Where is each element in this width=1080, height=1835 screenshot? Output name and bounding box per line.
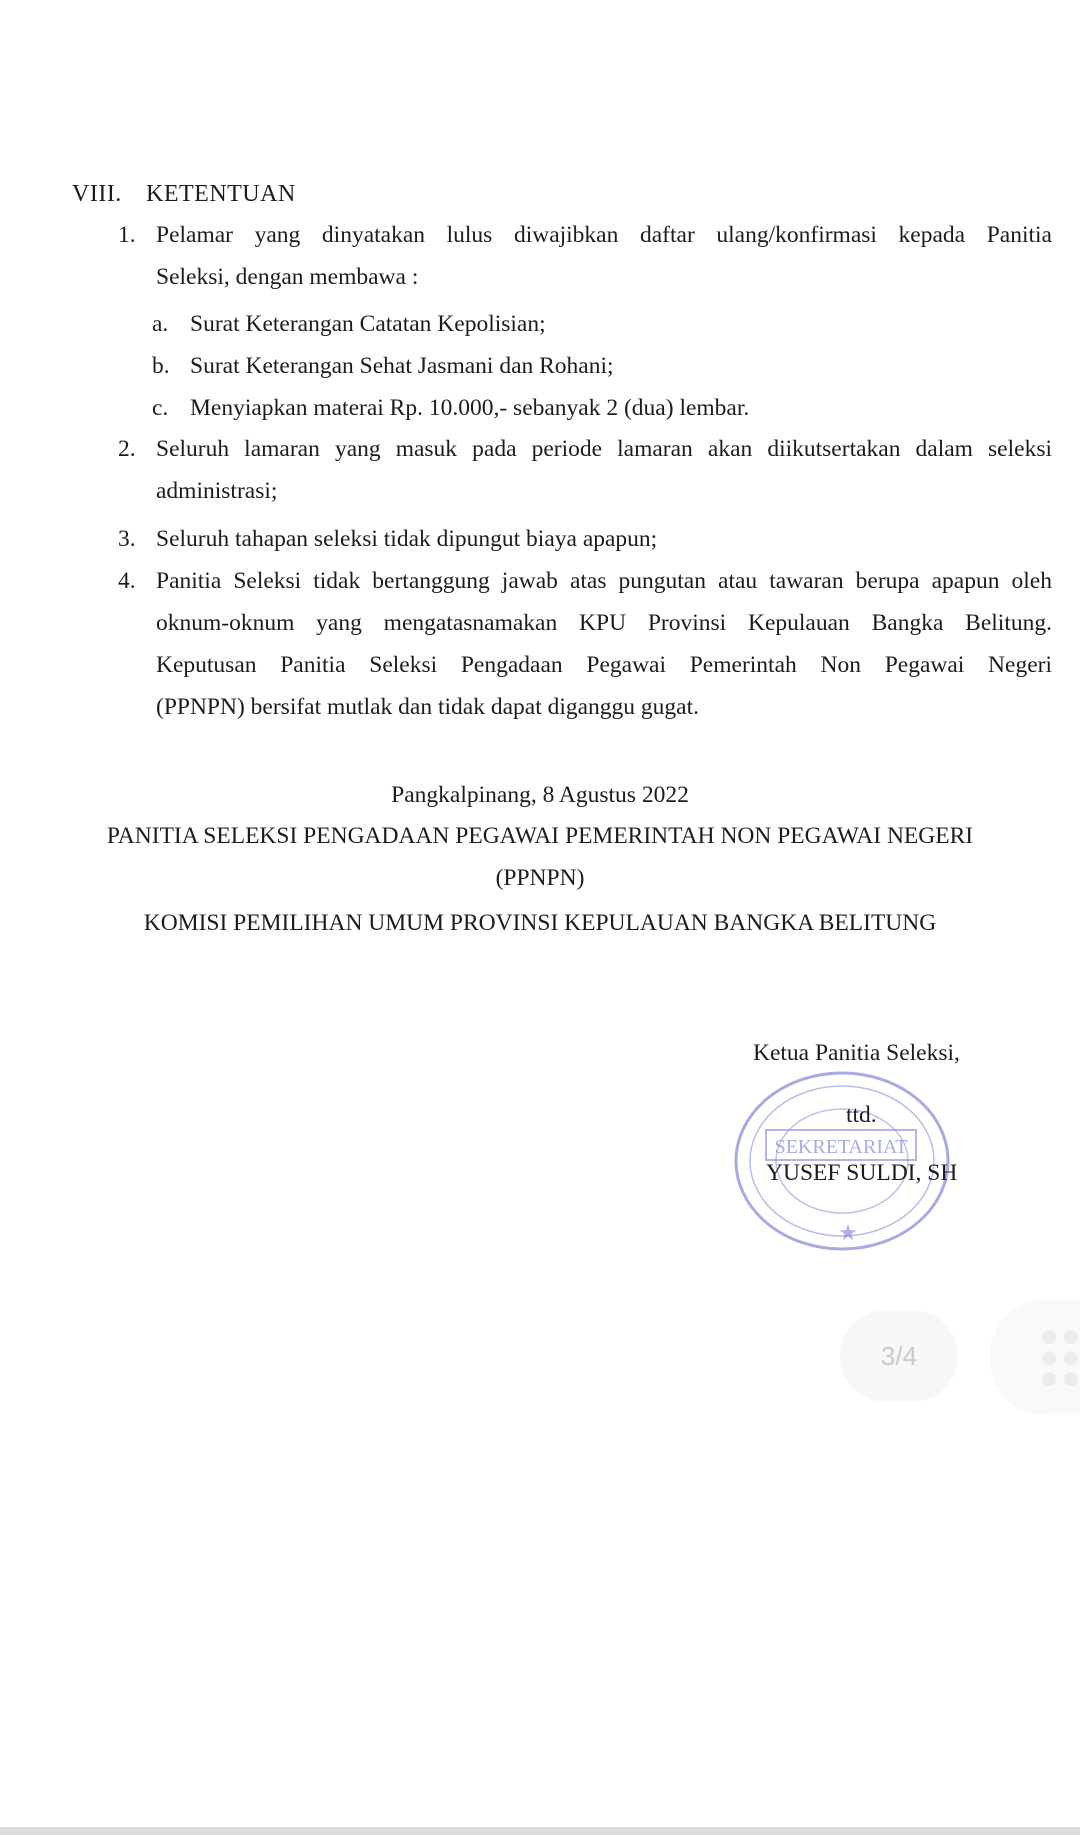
- signer-role: Ketua Panitia Seleksi,: [753, 1040, 960, 1066]
- item-number: 4.: [118, 568, 136, 594]
- sub-item-text: Menyiapkan materai Rp. 10.000,- sebanyak 2 (dua) lembar.: [190, 395, 750, 421]
- sub-list-item: [152, 303, 1002, 345]
- institution-name: KOMISI PEMILIHAN UMUM PROVINSI KEPULAUAN BANGKA BELITUNG: [143, 910, 937, 936]
- grid-view-button[interactable]: [990, 1300, 1080, 1415]
- signer-name: YUSEF SULDI, SH: [766, 1160, 958, 1186]
- item-text-line: Pelamar yang dinyatakan lulus diwajibkan daftar ulang/konfirmasi kepada Panitia: [156, 222, 1052, 248]
- bottom-edge-bar: [0, 1827, 1080, 1835]
- stamp-text: SEKRETARIAT: [774, 1136, 908, 1158]
- item-text-line: administrasi;: [156, 478, 278, 504]
- item-text-line: Keputusan Panitia Seleksi Pengadaan Pegawai Pemerintah Non Pegawai Negeri: [156, 652, 1052, 678]
- list-item: [118, 214, 1052, 298]
- committee-name: PANITIA SELEKSI PENGADAAN PEGAWAI PEMERINTAH NON PEGAWAI NEGERI: [106, 823, 974, 849]
- grid-dot-icon: [1064, 1330, 1078, 1344]
- sub-list-item: [152, 387, 1002, 429]
- sub-item-text: Surat Keterangan Catatan Kepolisian;: [190, 311, 546, 337]
- grid-dot-icon: [1042, 1330, 1056, 1344]
- grid-dot-icon: [1064, 1372, 1078, 1386]
- signature-ttd: ttd.: [846, 1102, 877, 1128]
- sub-item-text: Surat Keterangan Sehat Jasmani dan Rohani;: [190, 353, 614, 379]
- grid-dot-icon: [1042, 1372, 1056, 1386]
- grid-dot-icon: [1042, 1351, 1056, 1365]
- item-number: 1.: [118, 222, 136, 248]
- grid-dot-icon: [1064, 1351, 1078, 1365]
- section-number: VIII.: [72, 181, 122, 207]
- item-number: 2.: [118, 436, 136, 462]
- place-date: Pangkalpinang, 8 Agustus 2022: [391, 782, 689, 808]
- sub-item-letter: a.: [152, 311, 169, 337]
- item-text-line: Seluruh lamaran yang masuk pada periode lamaran akan diikutsertakan dalam seleksi: [156, 436, 1052, 462]
- page-indicator[interactable]: 3/4: [840, 1310, 958, 1402]
- item-text-line: Seleksi, dengan membawa :: [156, 264, 419, 290]
- item-text-line: Seluruh tahapan seleksi tidak dipungut biaya apapun;: [156, 526, 658, 552]
- stamp-star-icon: ★: [838, 1220, 858, 1245]
- committee-abbreviation: (PPNPN): [495, 865, 585, 891]
- item-text-line: (PPNPN) bersifat mutlak dan tidak dapat diganggu gugat.: [156, 694, 700, 720]
- item-number: 3.: [118, 526, 136, 552]
- list-item: [118, 428, 1052, 512]
- item-text-line: Panitia Seleksi tidak bertanggung jawab atas pungutan atau tawaran berupa apapun oleh: [156, 568, 1052, 594]
- sub-list-item: [152, 345, 1002, 387]
- list-item: [118, 518, 1052, 560]
- sub-item-letter: b.: [152, 353, 170, 379]
- list-item: [118, 560, 1052, 728]
- item-text-line: oknum-oknum yang mengatasnamakan KPU Provinsi Kepulauan Bangka Belitung.: [156, 610, 1052, 636]
- section-title: KETENTUAN: [146, 181, 296, 207]
- sub-item-letter: c.: [152, 395, 169, 421]
- section-heading: [72, 181, 296, 208]
